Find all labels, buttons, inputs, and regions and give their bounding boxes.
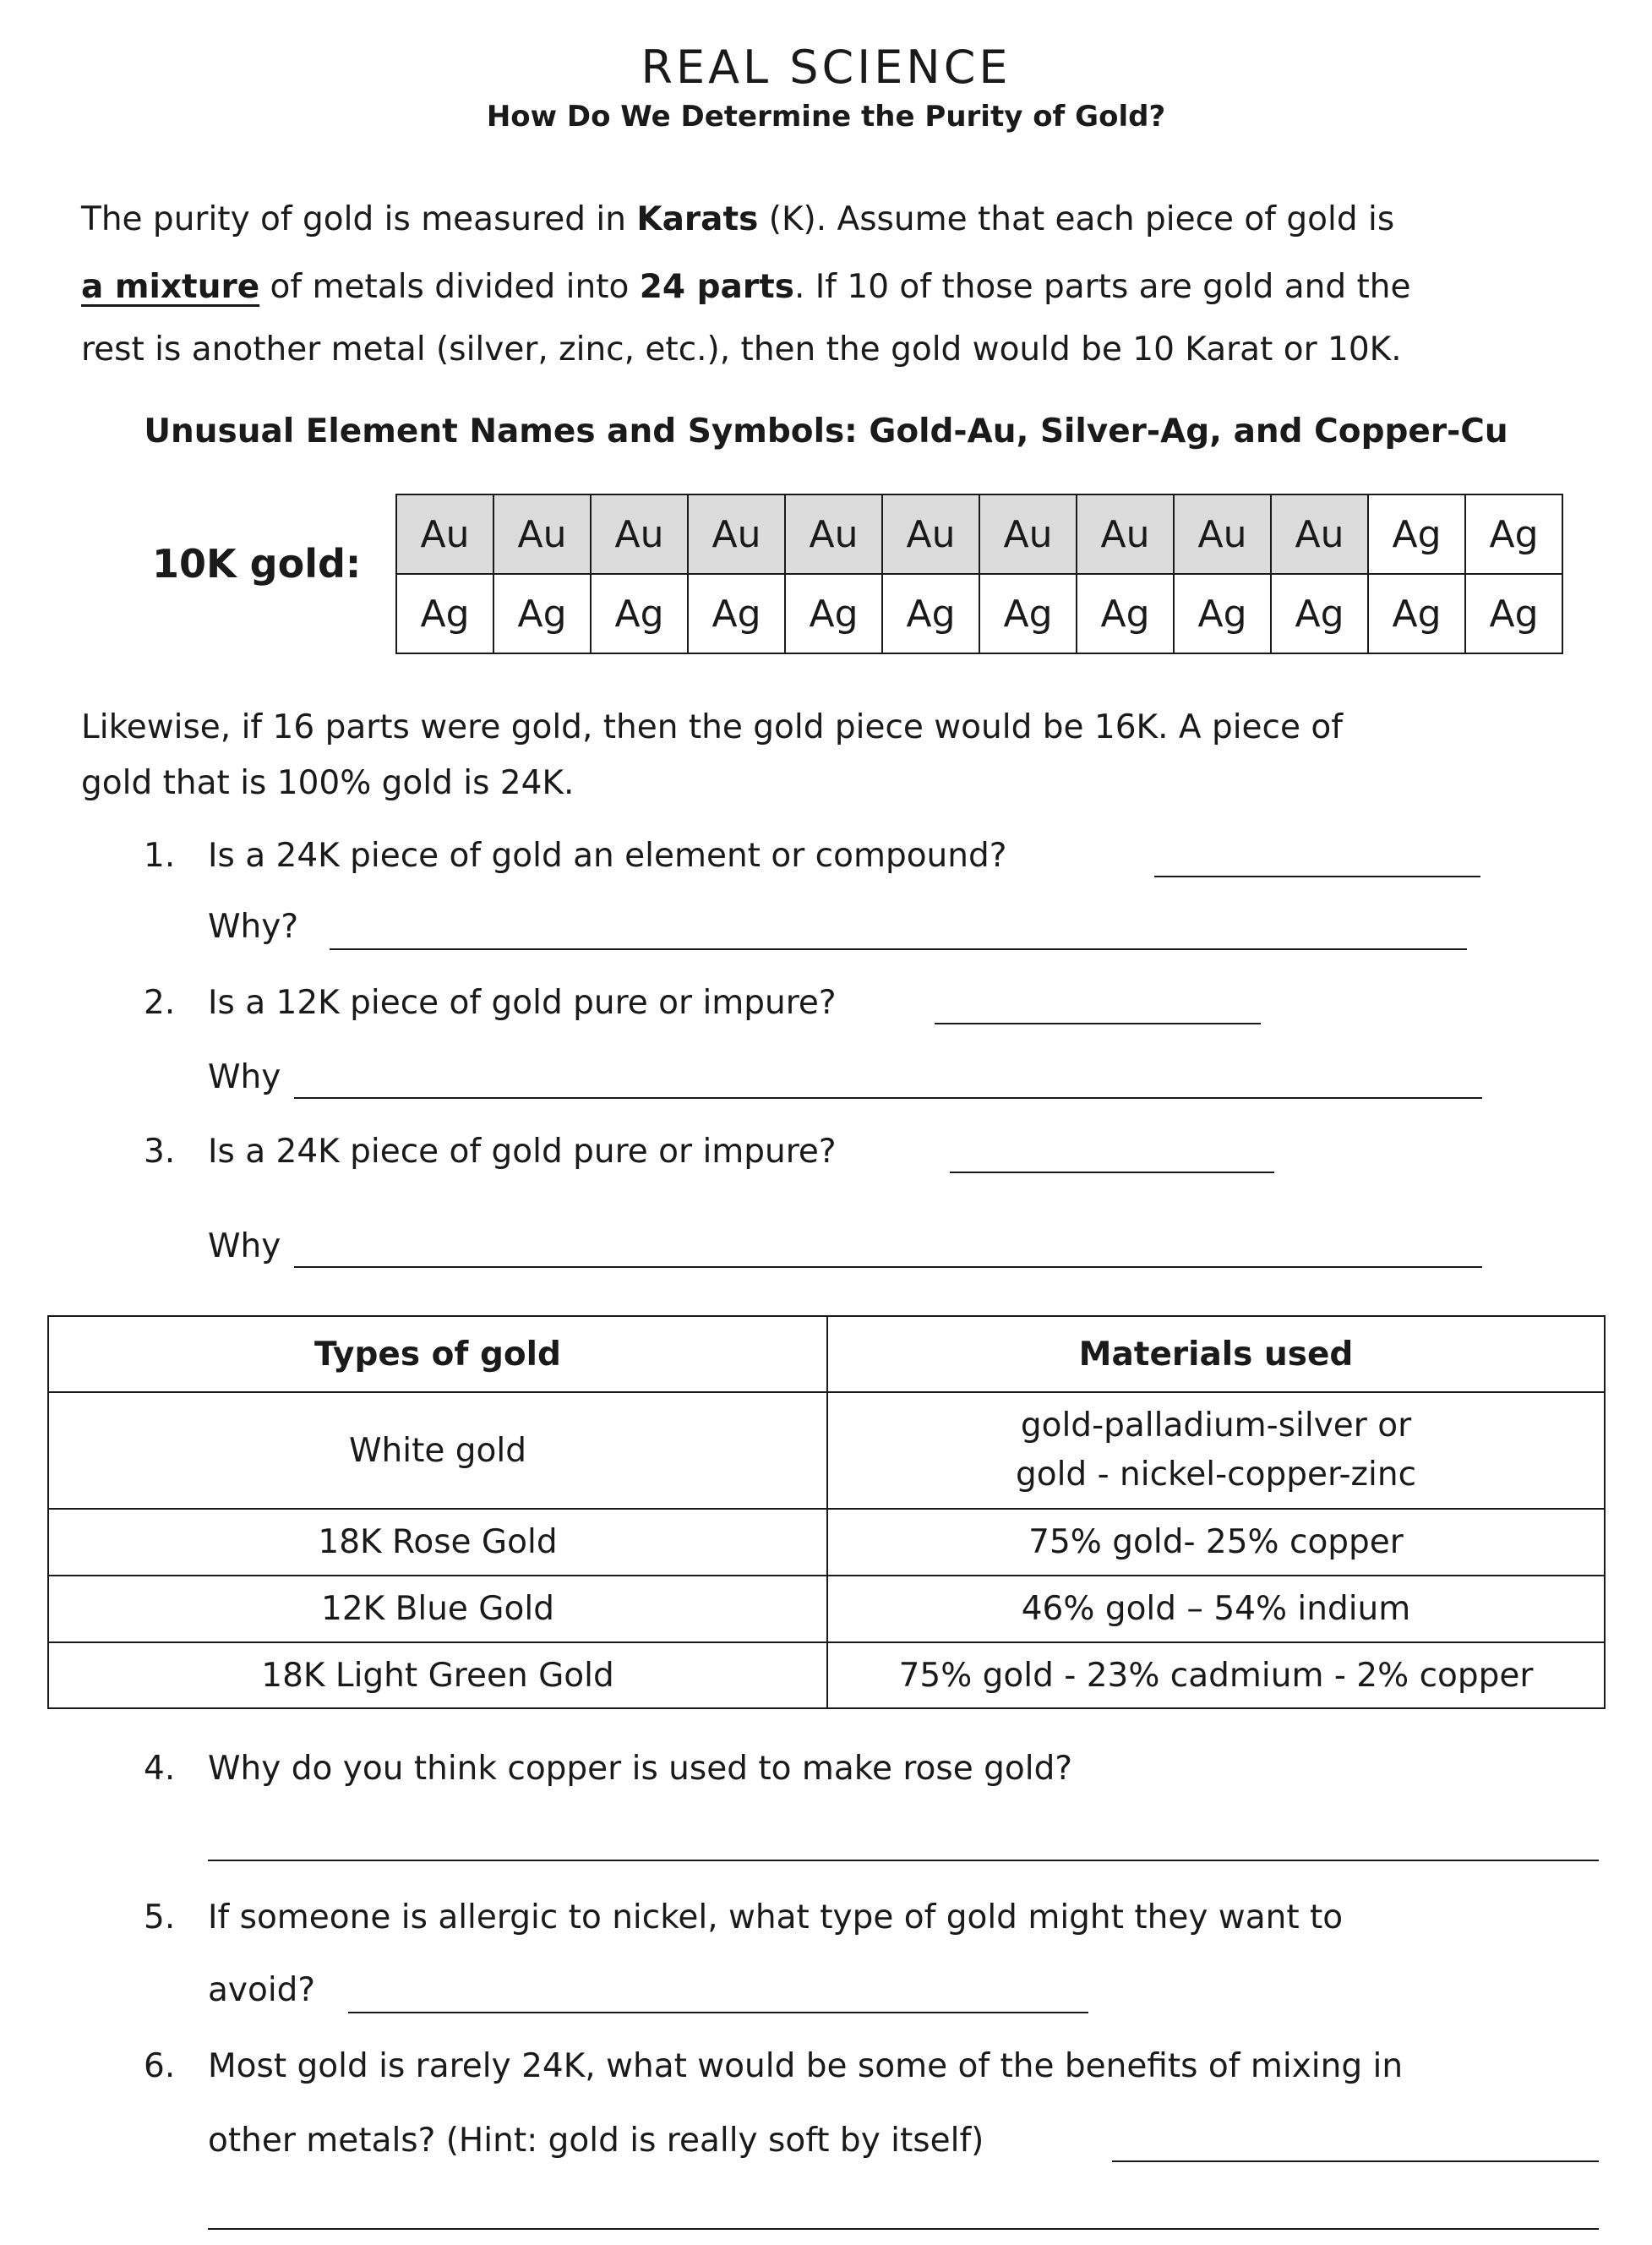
ten-k-gold-label: 10K gold: bbox=[152, 541, 362, 587]
grid-cell: Ag bbox=[688, 574, 785, 653]
table-row bbox=[48, 1392, 1605, 1509]
grid-cell: Ag bbox=[396, 574, 493, 653]
table-header-row bbox=[48, 1316, 1605, 1392]
materials-cell: 75% gold- 25% copper bbox=[827, 1509, 1605, 1576]
materials-cell: 75% gold - 23% cadmium - 2% copper bbox=[827, 1642, 1605, 1708]
question-6-number: 6. bbox=[144, 2047, 176, 2085]
intro-text: The purity of gold is measured in bbox=[81, 200, 637, 238]
likewise-paragraph bbox=[81, 700, 1602, 811]
grid-cell: Au bbox=[591, 494, 688, 574]
table-row bbox=[48, 1509, 1605, 1576]
materials-cell: 46% gold – 54% indium bbox=[827, 1576, 1605, 1642]
question-2-text: Is a 12K piece of gold pure or impure? bbox=[208, 984, 837, 1022]
table-row bbox=[48, 1642, 1605, 1708]
answer-blank[interactable] bbox=[348, 2012, 1088, 2013]
table-header: Types of gold bbox=[48, 1316, 827, 1392]
element-symbols-heading: Unusual Element Names and Symbols: Gold-Au, Silver-Ag, and Copper-Cu bbox=[144, 412, 1508, 451]
gold-type-cell: 18K Light Green Gold bbox=[48, 1642, 827, 1708]
intro-text: (K). Assume that each piece of gold is bbox=[758, 200, 1395, 238]
grid-cell: Ag bbox=[1465, 494, 1562, 574]
grid-cell: Au bbox=[1174, 494, 1271, 574]
answer-blank[interactable] bbox=[294, 1097, 1482, 1099]
mixture-term: a mixture bbox=[81, 268, 260, 306]
question-4-number: 4. bbox=[144, 1750, 176, 1788]
materials-line: gold - nickel-copper-zinc bbox=[1015, 1456, 1417, 1494]
table-header: Materials used bbox=[827, 1316, 1605, 1392]
answer-blank[interactable] bbox=[935, 1023, 1261, 1024]
question-2-number: 2. bbox=[144, 984, 176, 1022]
question-1-why: Why? bbox=[208, 908, 299, 946]
parts-term: 24 parts bbox=[639, 268, 794, 306]
intro-line-3: rest is another metal (silver, zinc, etc.), then the gold would be 10 Karat or 10K. bbox=[81, 330, 1402, 369]
intro-text: of metals divided into bbox=[259, 268, 640, 306]
answer-blank[interactable] bbox=[1112, 2160, 1599, 2162]
question-5-text-2: avoid? bbox=[208, 1971, 316, 2009]
answer-blank[interactable] bbox=[950, 1172, 1274, 1173]
question-3-why: Why bbox=[208, 1227, 281, 1265]
gold-type-cell: White gold bbox=[48, 1392, 827, 1509]
answer-blank[interactable] bbox=[1154, 876, 1480, 877]
intro-text: . If 10 of those parts are gold and the bbox=[793, 268, 1411, 306]
question-3-number: 3. bbox=[144, 1133, 176, 1171]
grid-cell: Ag bbox=[785, 574, 882, 653]
likewise-line-1: Likewise, if 16 parts were gold, then the gold piece would be 16K. A piece of bbox=[81, 708, 1343, 746]
question-5-text: If someone is allergic to nickel, what type of gold might they want to bbox=[208, 1898, 1344, 1936]
answer-blank[interactable] bbox=[294, 1266, 1482, 1268]
page-subtitle: How Do We Determine the Purity of Gold? bbox=[486, 100, 1166, 134]
grid-cell: Ag bbox=[1368, 574, 1465, 653]
page-title: REAL SCIENCE bbox=[641, 41, 1011, 94]
grid-cell: Ag bbox=[1077, 574, 1174, 653]
grid-cell: Au bbox=[785, 494, 882, 574]
gold-type-cell: 18K Rose Gold bbox=[48, 1509, 827, 1576]
grid-cell: Ag bbox=[882, 574, 979, 653]
grid-cell: Ag bbox=[493, 574, 591, 653]
grid-cell: Au bbox=[396, 494, 493, 574]
likewise-line-2: gold that is 100% gold is 24K. bbox=[81, 764, 575, 802]
grid-cell: Au bbox=[493, 494, 591, 574]
question-1-number: 1. bbox=[144, 837, 176, 875]
ten-k-gold-grid bbox=[395, 494, 1563, 654]
gold-type-cell: 12K Blue Gold bbox=[48, 1576, 827, 1642]
grid-cell: Au bbox=[882, 494, 979, 574]
materials-line: gold-palladium-silver or bbox=[1020, 1407, 1412, 1445]
grid-cell: Au bbox=[688, 494, 785, 574]
materials-cell bbox=[827, 1392, 1605, 1509]
question-6-text-2: other metals? (Hint: gold is really soft by itself) bbox=[208, 2122, 984, 2160]
question-4-text: Why do you think copper is used to make rose gold? bbox=[208, 1750, 1073, 1788]
gold-types-table bbox=[47, 1315, 1606, 1709]
grid-row-2 bbox=[396, 574, 1562, 653]
grid-cell: Ag bbox=[1465, 574, 1562, 653]
answer-blank[interactable] bbox=[208, 1860, 1599, 1861]
question-6-text: Most gold is rarely 24K, what would be some of the benefits of mixing in bbox=[208, 2047, 1404, 2085]
intro-line-2 bbox=[81, 254, 1594, 321]
grid-cell: Ag bbox=[979, 574, 1077, 653]
intro-line-1 bbox=[81, 186, 1594, 254]
question-5-number: 5. bbox=[144, 1898, 176, 1936]
grid-cell: Ag bbox=[1271, 574, 1368, 653]
answer-blank[interactable] bbox=[208, 2228, 1599, 2230]
grid-cell: Ag bbox=[1174, 574, 1271, 653]
grid-cell: Au bbox=[1271, 494, 1368, 574]
grid-cell: Ag bbox=[1368, 494, 1465, 574]
table-row bbox=[48, 1576, 1605, 1642]
grid-cell: Ag bbox=[591, 574, 688, 653]
question-1-text: Is a 24K piece of gold an element or compound? bbox=[208, 837, 1007, 875]
grid-cell: Au bbox=[979, 494, 1077, 574]
answer-blank[interactable] bbox=[330, 948, 1467, 950]
grid-row-1 bbox=[396, 494, 1562, 574]
grid-cell: Au bbox=[1077, 494, 1174, 574]
karats-term: Karats bbox=[636, 200, 759, 238]
question-2-why: Why bbox=[208, 1058, 281, 1096]
question-3-text: Is a 24K piece of gold pure or impure? bbox=[208, 1133, 837, 1171]
